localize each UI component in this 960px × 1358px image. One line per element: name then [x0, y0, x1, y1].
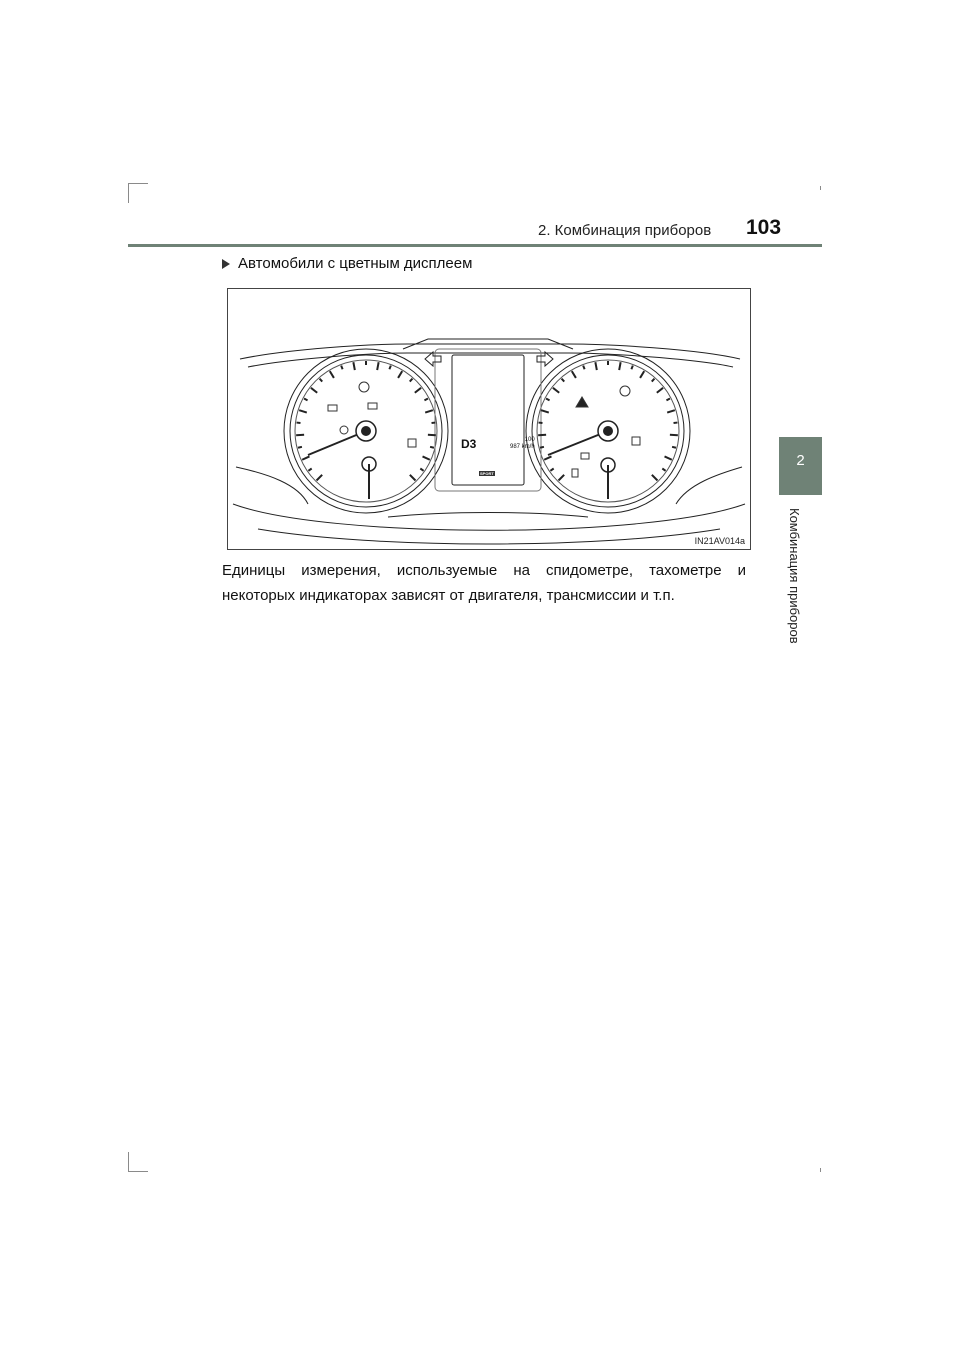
gauge-tick: [430, 447, 434, 448]
triangle-bullet-icon: [222, 259, 230, 269]
gauge-tick: [619, 362, 620, 370]
gauge-tick: [308, 468, 311, 470]
section-title: 2. Комбинация приборов: [538, 222, 712, 239]
gauge-tick: [657, 388, 663, 393]
gauge-tick: [330, 371, 334, 378]
gauge-tick: [640, 371, 644, 378]
gauge-tick: [583, 366, 584, 370]
gauge-tick: [562, 379, 565, 382]
gauge-tick: [410, 379, 413, 382]
gauge-tick: [299, 410, 307, 412]
gauge-tick: [559, 475, 565, 481]
gauge-tick: [304, 398, 308, 400]
subheading-text: Автомобили с цветным дисплеем: [238, 255, 473, 272]
gauge-tick: [546, 398, 550, 400]
body-paragraph: Единицы измерения, используемые на спидометре, тахометре и некоторых индикаторах зависят от двигателя, трансмиссии и т.п.: [222, 562, 746, 604]
gauge-tick: [541, 410, 549, 412]
crop-mark-bottom-left-v: [128, 1152, 129, 1172]
sport-mode-indicator: SPORT: [480, 471, 494, 476]
odometer-top: 100: [524, 437, 535, 443]
gauge-tick: [420, 468, 423, 470]
gauge-tick: [320, 379, 323, 382]
gauge-tick: [672, 447, 676, 448]
gauge-tick: [425, 410, 433, 412]
chapter-number: 2: [796, 452, 805, 469]
gauge-tick: [544, 456, 551, 459]
gauge-tick: [424, 398, 428, 400]
gauge-tick: [317, 475, 323, 481]
figure-code: IN21AV014a: [694, 536, 745, 546]
header-rule: [128, 244, 822, 247]
odometer-readout: [510, 437, 535, 451]
gauge-tick: [423, 456, 430, 459]
gauge-tick: [341, 366, 342, 370]
crop-mark-bottom-left-h: [128, 1171, 148, 1172]
chapter-tab: [779, 437, 822, 495]
gear-indicator: D3: [461, 437, 477, 451]
gauge-tick: [652, 475, 658, 481]
gauge-tick: [353, 362, 354, 370]
gauge-tick: [666, 398, 670, 400]
gauge-tick: [652, 379, 655, 382]
subheading: [222, 255, 472, 272]
gauge-tick: [415, 388, 421, 393]
chapter-label: Комбинация приборов: [787, 508, 802, 644]
gauge-tick: [553, 388, 559, 393]
gauge-tick: [550, 468, 553, 470]
gauge-tick: [377, 362, 378, 370]
gauge-tick: [667, 410, 675, 412]
crop-mark-top-left-h: [128, 183, 148, 184]
gauge-tick: [410, 475, 416, 481]
gauge-tick: [311, 388, 317, 393]
instrument-cluster-figure: [227, 288, 751, 550]
page-number: 103: [746, 216, 782, 239]
instrument-cluster-illustration: [228, 289, 750, 549]
gauge-tick: [665, 456, 672, 459]
odometer-bottom: 987 km/h: [510, 444, 535, 450]
crop-mark-top-left-v: [128, 183, 129, 203]
gauge-tick: [595, 362, 596, 370]
gauge-tick: [631, 366, 632, 370]
gauge-tick: [398, 371, 402, 378]
crop-mark-bottom-right: [820, 1168, 821, 1172]
gauge-tick: [662, 468, 665, 470]
gauge-tick: [298, 447, 302, 448]
gauge-tick: [572, 371, 576, 378]
crop-mark-top-right: [820, 186, 821, 190]
gauge-tick: [389, 366, 390, 370]
gauge-tick: [540, 447, 544, 448]
gauge-tick: [302, 456, 309, 459]
